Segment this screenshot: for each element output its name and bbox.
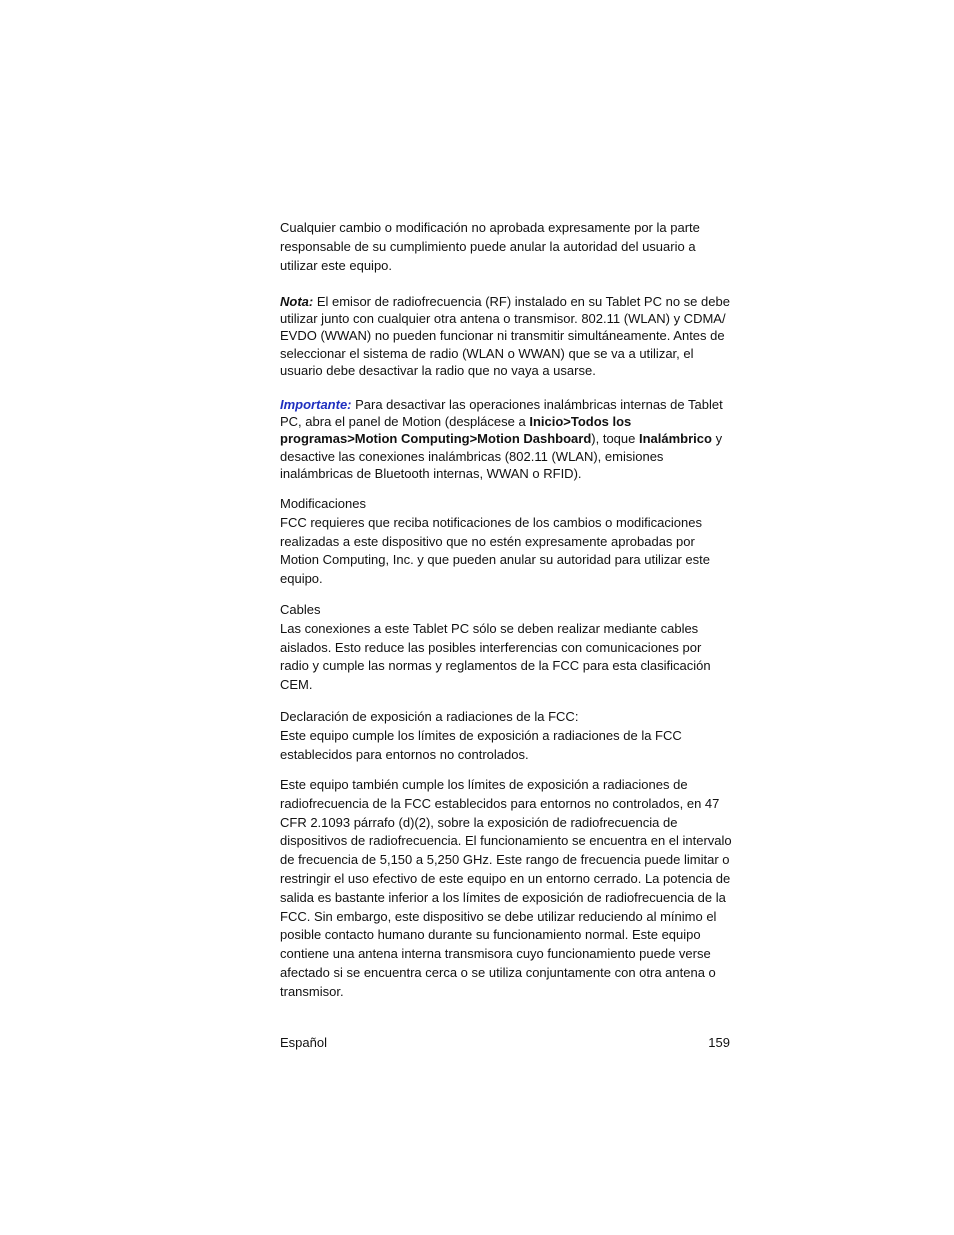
note-label: Nota: [280,294,314,309]
paragraph-changes [280,219,732,275]
important-text-1: Para desactivar las operaciones inalámbricas internas de Tablet PC, abra el panel de Motion (desplácese a [280,397,723,430]
paragraph-rf-exposure [280,776,732,1002]
note-text: El emisor de radiofrecuencia (RF) instalado en su Tablet PC no se debe utilizar junto con cualquier otra antena o transmisor. 802.11 (WLAN) y CDMA/ EVDO (WWAN) no pueden funcionar ni transmitir simultáneamente. Antes de seleccionar el sistema de radio (WLAN o WWAN) que se va a utilizar, el usuario debe desactivar la radio que no vaya a usarse. [280,294,730,378]
section-heading: Cables [280,602,321,617]
section-text: Este equipo cumple los límites de exposición a radiaciones de la FCC establecidos para entornos no controlados. [280,727,682,762]
paragraph-text: Cualquier cambio o modificación no aprobada expresamente por la parte responsable de su cumplimiento puede anular la autoridad del usuario a utilizar este equipo. [280,220,700,273]
note-paragraph [280,293,732,379]
paragraph-text: Este equipo también cumple los límites de exposición a radiaciones de radiofrecuencia de la FCC establecidos para entornos no controlados, en 47 CFR 2.1093 párrafo (d)(2), sobre la exposición de radiofrecuencia de dispositivos de radiofrecuencia. El funcionamiento se encuentra en el intervalo de frecuencia de 5,150 a 5,250 GHz. Este rango de frecuencia puede limitar o restringir el uso efectivo de este equipo en un entorno cerrado. La potencia de salida es bastante inferior a los límites de exposición de radiofrecuencia de la FCC. Sin embargo, este dispositivo se debe utilizar reduciendo al mínimo el posible contacto humano durante su funcionamiento normal. Este equipo contiene una antena interna transmisora cuyo funcionamiento puede verse afectado si se encuentra cerca o se utiliza conjuntamente con otra antena o transmisor. [280,777,732,999]
important-text-3: y desactive las conexiones inalámbricas (802.11 (WLAN), emisiones inalámbricas de Bluetooth internas, WWAN o RFID). [280,431,723,481]
page-footer [280,1034,730,1052]
important-menu-path: Inicio>Todos los programas>Motion Computing>Motion Dashboard [280,414,632,447]
important-paragraph [280,396,732,482]
section-heading: Declaración de exposición a radiaciones de la FCC: [280,709,579,724]
section-fcc-exposure [280,708,732,764]
section-heading: Modificaciones [280,496,366,511]
section-modifications [280,495,732,589]
page-number: 159 [708,1035,730,1050]
section-text: FCC requieres que reciba notificaciones de los cambios o modificaciones realizadas a este dispositivo que no estén expresamente aprobadas por Motion Computing, Inc. y que pueden anular su autoridad para utilizar este equipo. [280,514,710,587]
section-text: Las conexiones a este Tablet PC sólo se deben realizar mediante cables aislados. Esto reduce las posibles interferencias con comunicaciones por radio y cumple las normas y reglamentos de la FCC para esta clasificación CEM. [280,620,711,693]
important-text-2: ), toque [591,431,639,447]
footer-language: Español [280,1035,327,1050]
important-label: Importante: [280,397,352,412]
important-tab-name: Inalámbrico [638,431,712,447]
section-cables [280,601,732,695]
